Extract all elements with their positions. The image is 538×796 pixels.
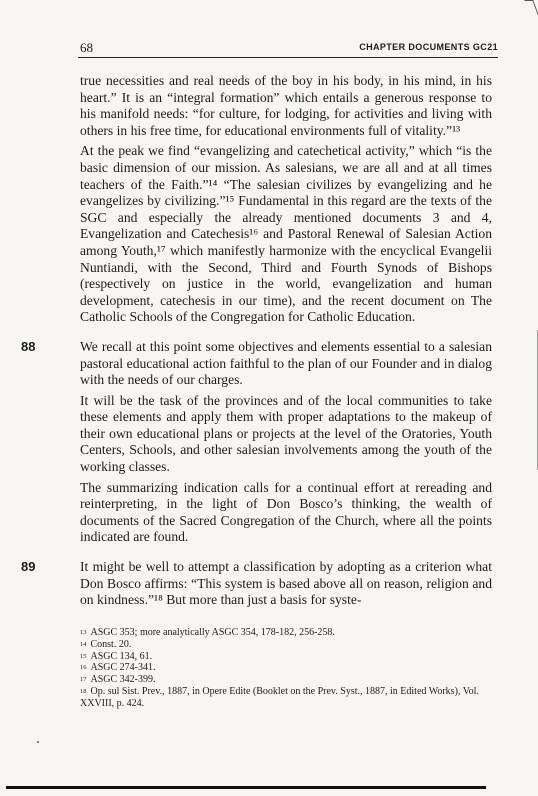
footnote-text: ASGC 134, 61. xyxy=(90,650,153,662)
section-number: 89 xyxy=(21,559,36,575)
footnote-number: 13 xyxy=(80,629,87,636)
running-head: CHAPTER DOCUMENTS GC21 xyxy=(359,42,498,52)
footnote-number: 15 xyxy=(80,652,87,660)
footnote-number: 17 xyxy=(80,676,87,684)
footnote-text: Const. 20. xyxy=(90,638,132,650)
section-number: 88 xyxy=(21,338,36,354)
footnote-text: Op. sul Sist. Prev., 1887, in Opere Edite (Booklet on the Prev. Syst., 1887, in Edited Works), Vol. XXVIII, p. 424. xyxy=(80,685,479,709)
paragraph: The summarizing indication calls for a continual effort at rereading and reinterpreting, in the light of Don Bosco’s thinking, the wealth of documents of the Sacred Congregation of the Church, where all the points indicated are found. xyxy=(80,479,492,545)
footnote xyxy=(80,662,492,674)
footnote-number: 16 xyxy=(80,664,87,672)
footnote xyxy=(80,639,492,651)
section-continued xyxy=(80,73,492,326)
footnote xyxy=(80,651,492,663)
section-88 xyxy=(21,338,492,546)
footnote-text: ASGC 274-341. xyxy=(90,662,156,674)
paragraph: It might be well to attempt a classification by adopting as a criterion what Don Bosco affirms: “This system is based above all on reason, religion and on kindness.”¹⁸ But more than just a basis for syste- xyxy=(80,559,492,608)
paragraph: We recall at this point some objectives and elements essential to a salesian pastoral educational action faithful to the plan of our Founder and in dialog with the needs of our charges. xyxy=(80,338,492,388)
header-rule xyxy=(78,57,498,58)
paragraph: true necessities and real needs of the boy in his body, in his mind, in his heart.” It is an “integral formation” which entails a generous response to his manifold needs: “for culture, for lodging, for activities and living with others in his free time, for educational environments full of vitality.”¹³ xyxy=(80,73,492,138)
footnote xyxy=(80,674,492,686)
footnote-number: 14 xyxy=(80,640,87,648)
footnotes xyxy=(80,627,492,710)
body-text xyxy=(21,73,492,613)
footnote-text: ASGC 353; more analytically ASGC 354, 178-182, 256-258. xyxy=(90,627,335,638)
footnote-number: 18 xyxy=(80,687,87,695)
paragraph: It will be the task of the provinces and of the local communities to take these elements and apply them with proper adaptations to the makeup of their own educational plans or projects at the level of the Oratories, Youth Centers, Schools, and other salesian involvements among the youth of the working classes. xyxy=(80,392,492,475)
footnote-text: ASGC 342-399. xyxy=(90,674,156,686)
footnote xyxy=(80,627,492,639)
footnote xyxy=(80,686,492,710)
bottom-rule xyxy=(6,786,486,789)
paragraph: At the peak we find “evangelizing and catechetical activity,” which “is the basic dimension of our mission. As salesians, we are all and at all times teachers of the Faith.”¹⁴ “The salesian civilizes by evangelizing and he evangelizes by civilizing.”¹⁵ Fundamental in this regard are the texts of the SGC and especially the already mentioned documents 3 and 4, Evangelization and Catechesis¹⁶ and Pastoral Renewal of Salesian Action among Youth,¹⁷ which manifestly harmonize with the encyclical Evangelii Nuntiandi, with the Second, Third and Fourth Synods of Bishops (respectively on justice in the world, evangelization and human development, catechesis in our time), and the recent document on The Catholic Schools of the Congregation for Catholic Education. xyxy=(80,143,492,325)
scan-speck xyxy=(37,741,39,743)
page-corner-mark xyxy=(524,0,538,15)
page-number: 68 xyxy=(80,40,93,55)
section-89 xyxy=(21,559,492,609)
